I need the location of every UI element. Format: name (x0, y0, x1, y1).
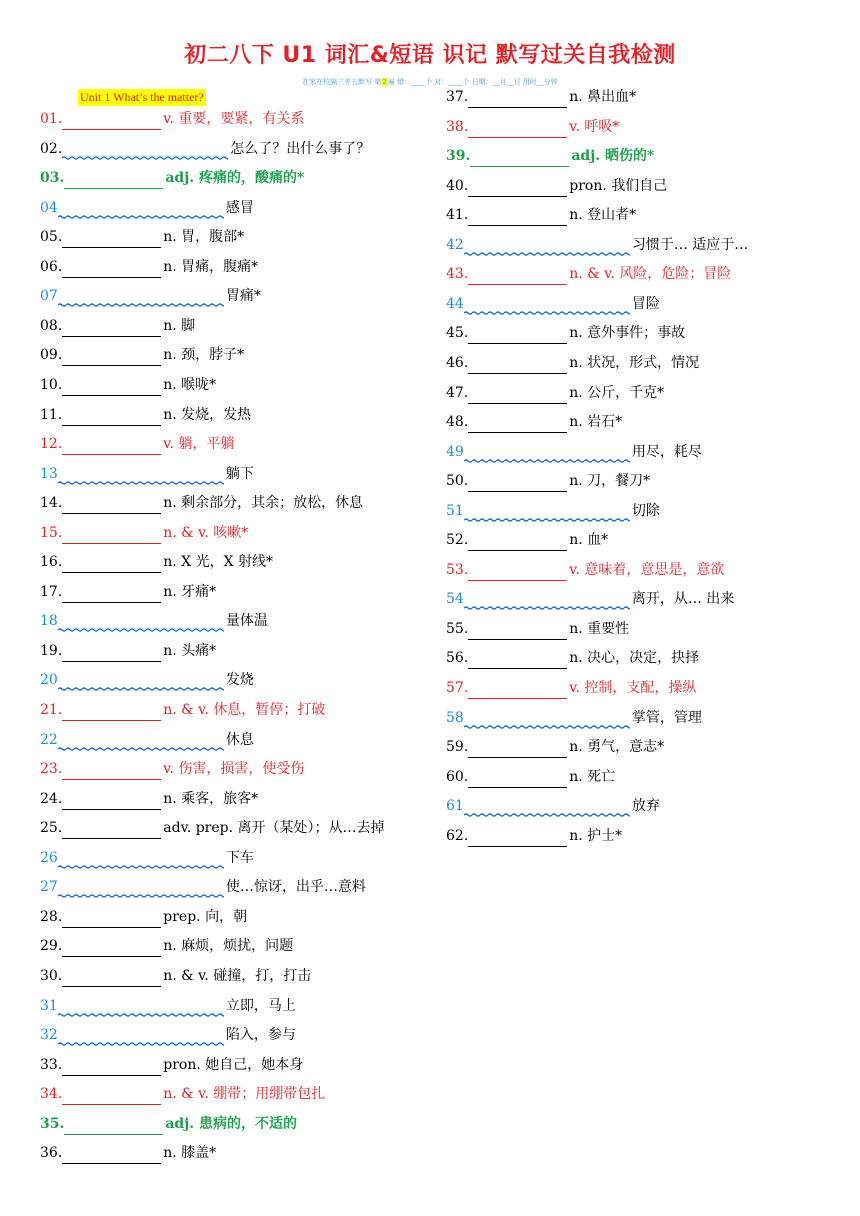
vocab-item (40, 758, 304, 780)
word-answer-blank[interactable] (62, 970, 161, 987)
vocab-item (446, 500, 660, 522)
phrase-answer-blank[interactable] (58, 1001, 224, 1017)
vocab-item (40, 226, 244, 248)
phrase-answer-blank[interactable] (58, 469, 224, 485)
item-meaning: n. & v. 休息，暂停；打破 (163, 702, 326, 718)
vocab-item (40, 729, 254, 751)
vocab-item (40, 197, 254, 219)
item-meaning: n. & v. 绷带；用绷带包扎 (163, 1086, 326, 1103)
vocab-item (40, 1024, 296, 1046)
item-meaning: n. 重要性 (569, 620, 630, 637)
vocab-item (446, 116, 619, 138)
vocab-item (446, 293, 660, 315)
item-number: 28. (40, 908, 63, 925)
item-number: 13 (40, 465, 58, 482)
item-meaning: n. & v. 风险，危险；冒险 (569, 266, 732, 283)
word-answer-blank[interactable] (62, 586, 161, 603)
item-meaning: v. 呼吸* (569, 118, 620, 135)
vocab-item (446, 529, 608, 551)
item-meaning: n. 膝盖* (163, 1145, 217, 1162)
item-meaning: n. 乘客，旅客* (163, 790, 259, 807)
item-meaning: 掌管，管理 (631, 709, 702, 726)
item-meaning: 下车 (225, 849, 254, 866)
item-number: 06. (40, 258, 63, 275)
vocab-item (446, 175, 667, 197)
item-number: 51 (446, 502, 464, 519)
vocab-item (40, 344, 244, 366)
item-number: 47. (446, 384, 469, 401)
item-number: 08. (40, 317, 63, 334)
item-meaning: 怎么了？出什么事了？ (230, 140, 371, 157)
item-number: 58 (446, 709, 464, 726)
item-meaning: adj. 患病的，不适的 (165, 1115, 298, 1132)
page-title: 初二八下 U1 词汇&短语 识记 默写过关自我检测 (184, 43, 676, 68)
vocab-item (446, 736, 664, 758)
word-answer-blank[interactable] (62, 556, 161, 573)
phrase-answer-blank[interactable] (62, 144, 228, 160)
item-meaning: n. 刀，餐刀* (569, 473, 651, 490)
vocab-item (446, 707, 702, 729)
word-answer-blank[interactable] (468, 623, 567, 640)
vocab-item (446, 86, 636, 108)
item-meaning: 胃痛* (225, 288, 261, 305)
item-meaning: n. 血* (569, 532, 609, 549)
phrase-answer-blank[interactable] (58, 203, 224, 219)
vocab-item (40, 669, 254, 691)
vocab-item (40, 906, 247, 928)
vocab-item (40, 788, 258, 810)
word-answer-blank[interactable] (62, 438, 161, 455)
vocab-item (40, 1054, 303, 1076)
word-answer-blank[interactable] (468, 475, 567, 492)
item-number: 37. (446, 89, 469, 105)
phrase-answer-blank[interactable] (58, 882, 224, 898)
item-number: 23. (40, 761, 63, 778)
vocab-item (446, 322, 685, 344)
word-answer-blank[interactable] (62, 793, 161, 810)
phrase-answer-blank[interactable] (464, 713, 630, 729)
item-meaning: n. 牙痛* (163, 583, 217, 600)
item-meaning: n. 剩余部分，其余；放松，休息 (163, 495, 364, 512)
item-meaning: adj. 晒伤的* (571, 148, 655, 165)
word-answer-blank[interactable] (468, 91, 567, 108)
vocab-item (446, 677, 696, 699)
subtitle-suffix: 遍 错：____个 对：____个 日期：__月__日 用时__分钟 (387, 78, 558, 86)
word-answer-blank[interactable] (468, 682, 567, 699)
vocab-item (40, 167, 304, 189)
item-number: 36. (40, 1145, 63, 1162)
phrase-answer-blank[interactable] (58, 291, 224, 307)
item-meaning: n. & v. 咳嗽* (163, 524, 249, 541)
item-number: 61 (446, 798, 464, 815)
item-number: 20 (40, 672, 58, 689)
word-answer-blank[interactable] (470, 150, 569, 167)
word-answer-blank[interactable] (468, 652, 567, 669)
vocab-item (446, 559, 724, 581)
item-meaning: 躺下 (225, 465, 254, 482)
item-meaning: pron. 我们自己 (569, 177, 668, 194)
vocab-item (40, 138, 370, 160)
item-number: 18 (40, 613, 58, 630)
item-meaning: n. 脚 (163, 317, 196, 334)
item-meaning: prep. 向，朝 (163, 908, 248, 925)
item-meaning: 立即，马上 (225, 997, 296, 1014)
word-answer-blank[interactable] (468, 564, 567, 581)
item-number: 41. (446, 207, 469, 224)
item-number: 45. (446, 325, 469, 342)
phrase-answer-blank[interactable] (464, 299, 630, 315)
item-number: 19. (40, 642, 63, 659)
item-number: 34. (40, 1086, 63, 1103)
word-answer-blank[interactable] (468, 121, 567, 138)
phrase-answer-blank[interactable] (58, 735, 224, 751)
item-number: 26 (40, 849, 58, 866)
word-answer-blank[interactable] (62, 763, 161, 780)
vocab-item (40, 108, 304, 130)
item-number: 54 (446, 591, 464, 608)
word-answer-blank[interactable] (468, 209, 567, 226)
phrase-answer-blank[interactable] (464, 506, 630, 522)
item-meaning: n. 护士* (569, 827, 623, 844)
word-answer-blank[interactable] (62, 704, 161, 721)
phrase-answer-blank[interactable] (58, 1030, 224, 1046)
vocab-item (446, 263, 731, 285)
item-meaning: v. 躺，平躺 (163, 436, 235, 453)
word-answer-blank[interactable] (468, 741, 567, 758)
item-number: 04 (40, 199, 58, 216)
item-number: 01. (40, 111, 63, 127)
word-answer-blank[interactable] (468, 534, 567, 551)
item-meaning: n. 岩石* (569, 414, 623, 431)
vocab-item (446, 352, 699, 374)
item-meaning: n. 胃，腹部* (163, 229, 245, 246)
item-meaning: n. 状况，形式，情况 (569, 354, 700, 371)
unit-label: Unit 1 What’s the matter? (80, 90, 204, 104)
item-number: 50. (446, 473, 469, 490)
vocab-item (446, 588, 734, 610)
phrase-answer-blank[interactable] (464, 594, 630, 610)
vocab-item (40, 551, 273, 573)
item-number: 38. (446, 118, 469, 135)
phrase-answer-blank[interactable] (464, 801, 630, 817)
item-number: 30. (40, 967, 63, 984)
item-meaning: v. 意味着，意思是，意欲 (569, 561, 725, 578)
word-answer-blank[interactable] (468, 771, 567, 788)
item-number: 52. (446, 532, 469, 549)
word-answer-blank[interactable] (62, 911, 161, 928)
item-meaning: n. 头痛* (163, 642, 217, 659)
vocab-item (40, 876, 366, 898)
phrase-answer-blank[interactable] (464, 240, 630, 256)
item-number: 21. (40, 702, 63, 718)
subtitle-prefix: 在家在校隔三差五默写 第 (302, 78, 382, 86)
item-number: 53. (446, 561, 469, 578)
item-number: 40. (446, 177, 469, 194)
vocab-item (40, 285, 261, 307)
pass-count-highlight: 2 (382, 78, 387, 86)
item-number: 59. (446, 739, 469, 756)
vocab-item (40, 463, 254, 485)
item-number: 15. (40, 524, 63, 541)
item-meaning: v. 伤害，损害，使受伤 (163, 761, 305, 778)
item-meaning: n. 喉咙* (163, 376, 217, 393)
item-number: 46. (446, 354, 469, 371)
item-number: 27 (40, 879, 58, 896)
item-meaning: n. 鼻出血* (569, 89, 637, 105)
word-answer-blank[interactable] (62, 409, 161, 426)
item-number: 24. (40, 790, 63, 807)
item-meaning: n. 发烧，发热 (163, 406, 252, 423)
item-number: 55. (446, 620, 469, 637)
item-meaning: 休息 (225, 731, 254, 748)
item-number: 29. (40, 938, 63, 955)
item-number: 14. (40, 495, 63, 512)
phrase-answer-blank[interactable] (58, 616, 224, 632)
item-number: 31 (40, 997, 58, 1014)
item-number: 03. (40, 170, 65, 187)
vocab-item (40, 374, 216, 396)
vocab-item (40, 699, 325, 721)
item-meaning: n. 决心，决定，抉择 (569, 650, 700, 667)
item-number: 10. (40, 376, 63, 393)
word-answer-blank[interactable] (62, 379, 161, 396)
vocab-item (40, 433, 234, 455)
item-meaning: 放弃 (631, 798, 660, 815)
item-number: 16. (40, 554, 63, 571)
vocab-item (446, 470, 650, 492)
word-answer-blank[interactable] (62, 527, 161, 544)
item-number: 09. (40, 347, 63, 364)
word-answer-blank[interactable] (468, 416, 567, 433)
word-answer-blank[interactable] (468, 387, 567, 404)
item-number: 60. (446, 768, 469, 785)
word-answer-blank[interactable] (468, 180, 567, 197)
item-number: 62. (446, 827, 469, 844)
item-meaning: 习惯于… 适应于… (631, 236, 749, 253)
item-meaning: n. 麻烦，烦扰，问题 (163, 938, 294, 955)
item-number: 42 (446, 236, 464, 253)
vocab-item (40, 640, 216, 662)
word-answer-blank[interactable] (62, 231, 161, 248)
item-meaning: n. 颈，脖子* (163, 347, 245, 364)
item-meaning: 陷入，参与 (225, 1027, 296, 1044)
vocab-item (40, 492, 363, 514)
item-meaning: n. 意外事件；事故 (569, 325, 686, 342)
item-number: 49 (446, 443, 464, 460)
vocab-item (40, 995, 296, 1017)
word-answer-blank[interactable] (62, 113, 161, 130)
item-meaning: v. 控制，支配，操纵 (569, 680, 697, 696)
item-number: 11. (40, 406, 63, 423)
item-number: 17. (40, 583, 63, 600)
item-meaning: 使…惊讶，出乎…意料 (225, 879, 366, 896)
word-answer-blank[interactable] (62, 261, 161, 278)
item-number: 33. (40, 1056, 63, 1073)
vocab-item (446, 647, 699, 669)
phrase-answer-blank[interactable] (58, 675, 224, 691)
word-answer-blank[interactable] (62, 1088, 161, 1105)
vocab-item (446, 234, 748, 256)
item-meaning: adv. prep. 离开（某处）；从…去掉 (163, 820, 385, 837)
item-number: 39. (446, 148, 471, 165)
item-number: 12. (40, 436, 63, 453)
vocab-item (40, 522, 248, 544)
vocab-item (446, 441, 702, 463)
item-meaning: n. 公斤，千克* (569, 384, 665, 401)
item-number: 44 (446, 295, 464, 312)
vocab-item (40, 1113, 297, 1135)
word-answer-blank[interactable] (62, 320, 161, 337)
item-number: 32 (40, 1027, 58, 1044)
vocab-item (446, 825, 622, 847)
item-number: 25. (40, 820, 63, 837)
word-answer-blank[interactable] (62, 349, 161, 366)
word-answer-blank[interactable] (64, 1118, 163, 1135)
item-number: 22 (40, 731, 58, 748)
word-answer-blank[interactable] (468, 357, 567, 374)
vocab-item (40, 847, 254, 869)
word-answer-blank[interactable] (62, 940, 161, 957)
vocab-item (446, 382, 664, 404)
item-meaning: adj. 疼痛的，酸痛的* (165, 170, 305, 187)
vocab-item (446, 145, 654, 167)
item-meaning: n. & v. 碰撞，打，打击 (163, 967, 312, 984)
phrase-answer-blank[interactable] (464, 447, 630, 463)
item-meaning: v. 重要，要紧，有关系 (163, 111, 305, 127)
item-number: 43. (446, 266, 469, 283)
vocab-item (40, 315, 195, 337)
word-answer-blank[interactable] (468, 830, 567, 847)
item-meaning: n. 勇气，意志* (569, 739, 665, 756)
item-meaning: 切除 (631, 502, 660, 519)
vocab-item (446, 766, 615, 788)
word-answer-blank[interactable] (62, 497, 161, 514)
progress-tracker (0, 77, 860, 87)
item-number: 56. (446, 650, 469, 667)
item-meaning: n. 胃痛，腹痛* (163, 258, 259, 275)
vocab-item (40, 610, 268, 632)
item-meaning: 离开，从… 出来 (631, 591, 735, 608)
item-number: 07 (40, 288, 58, 305)
item-meaning: 用尽，耗尽 (631, 443, 702, 460)
word-answer-blank[interactable] (62, 1147, 161, 1164)
item-meaning: n. 死亡 (569, 768, 616, 785)
item-meaning: 发烧 (225, 672, 254, 689)
word-answer-blank[interactable] (468, 327, 567, 344)
word-answer-blank[interactable] (64, 172, 163, 189)
item-number: 57. (446, 680, 469, 696)
item-meaning: 量体温 (225, 613, 268, 630)
word-answer-blank[interactable] (62, 822, 161, 839)
vocab-item (446, 411, 622, 433)
vocab-item (446, 204, 636, 226)
item-number: 48. (446, 414, 469, 431)
vocab-item (40, 935, 293, 957)
item-meaning: 感冒 (225, 199, 254, 216)
item-meaning: 冒险 (631, 295, 660, 312)
item-number: 05. (40, 229, 63, 246)
vocab-item (40, 581, 216, 603)
vocab-item (40, 1142, 216, 1164)
word-answer-blank[interactable] (468, 268, 567, 285)
vocab-item (40, 1083, 325, 1105)
vocab-item (446, 795, 660, 817)
item-number: 02. (40, 140, 63, 157)
item-meaning: n. X 光，X 射线* (163, 554, 274, 571)
vocab-item (40, 817, 385, 839)
vocab-item (446, 618, 629, 640)
word-answer-blank[interactable] (62, 1059, 161, 1076)
item-number: 35. (40, 1115, 65, 1132)
item-meaning: pron. 她自己，她本身 (163, 1056, 304, 1073)
vocab-item (40, 404, 251, 426)
phrase-answer-blank[interactable] (58, 853, 224, 869)
word-answer-blank[interactable] (62, 645, 161, 662)
vocab-item (40, 256, 258, 278)
item-meaning: n. 登山者* (569, 207, 637, 224)
vocab-item (40, 965, 311, 987)
